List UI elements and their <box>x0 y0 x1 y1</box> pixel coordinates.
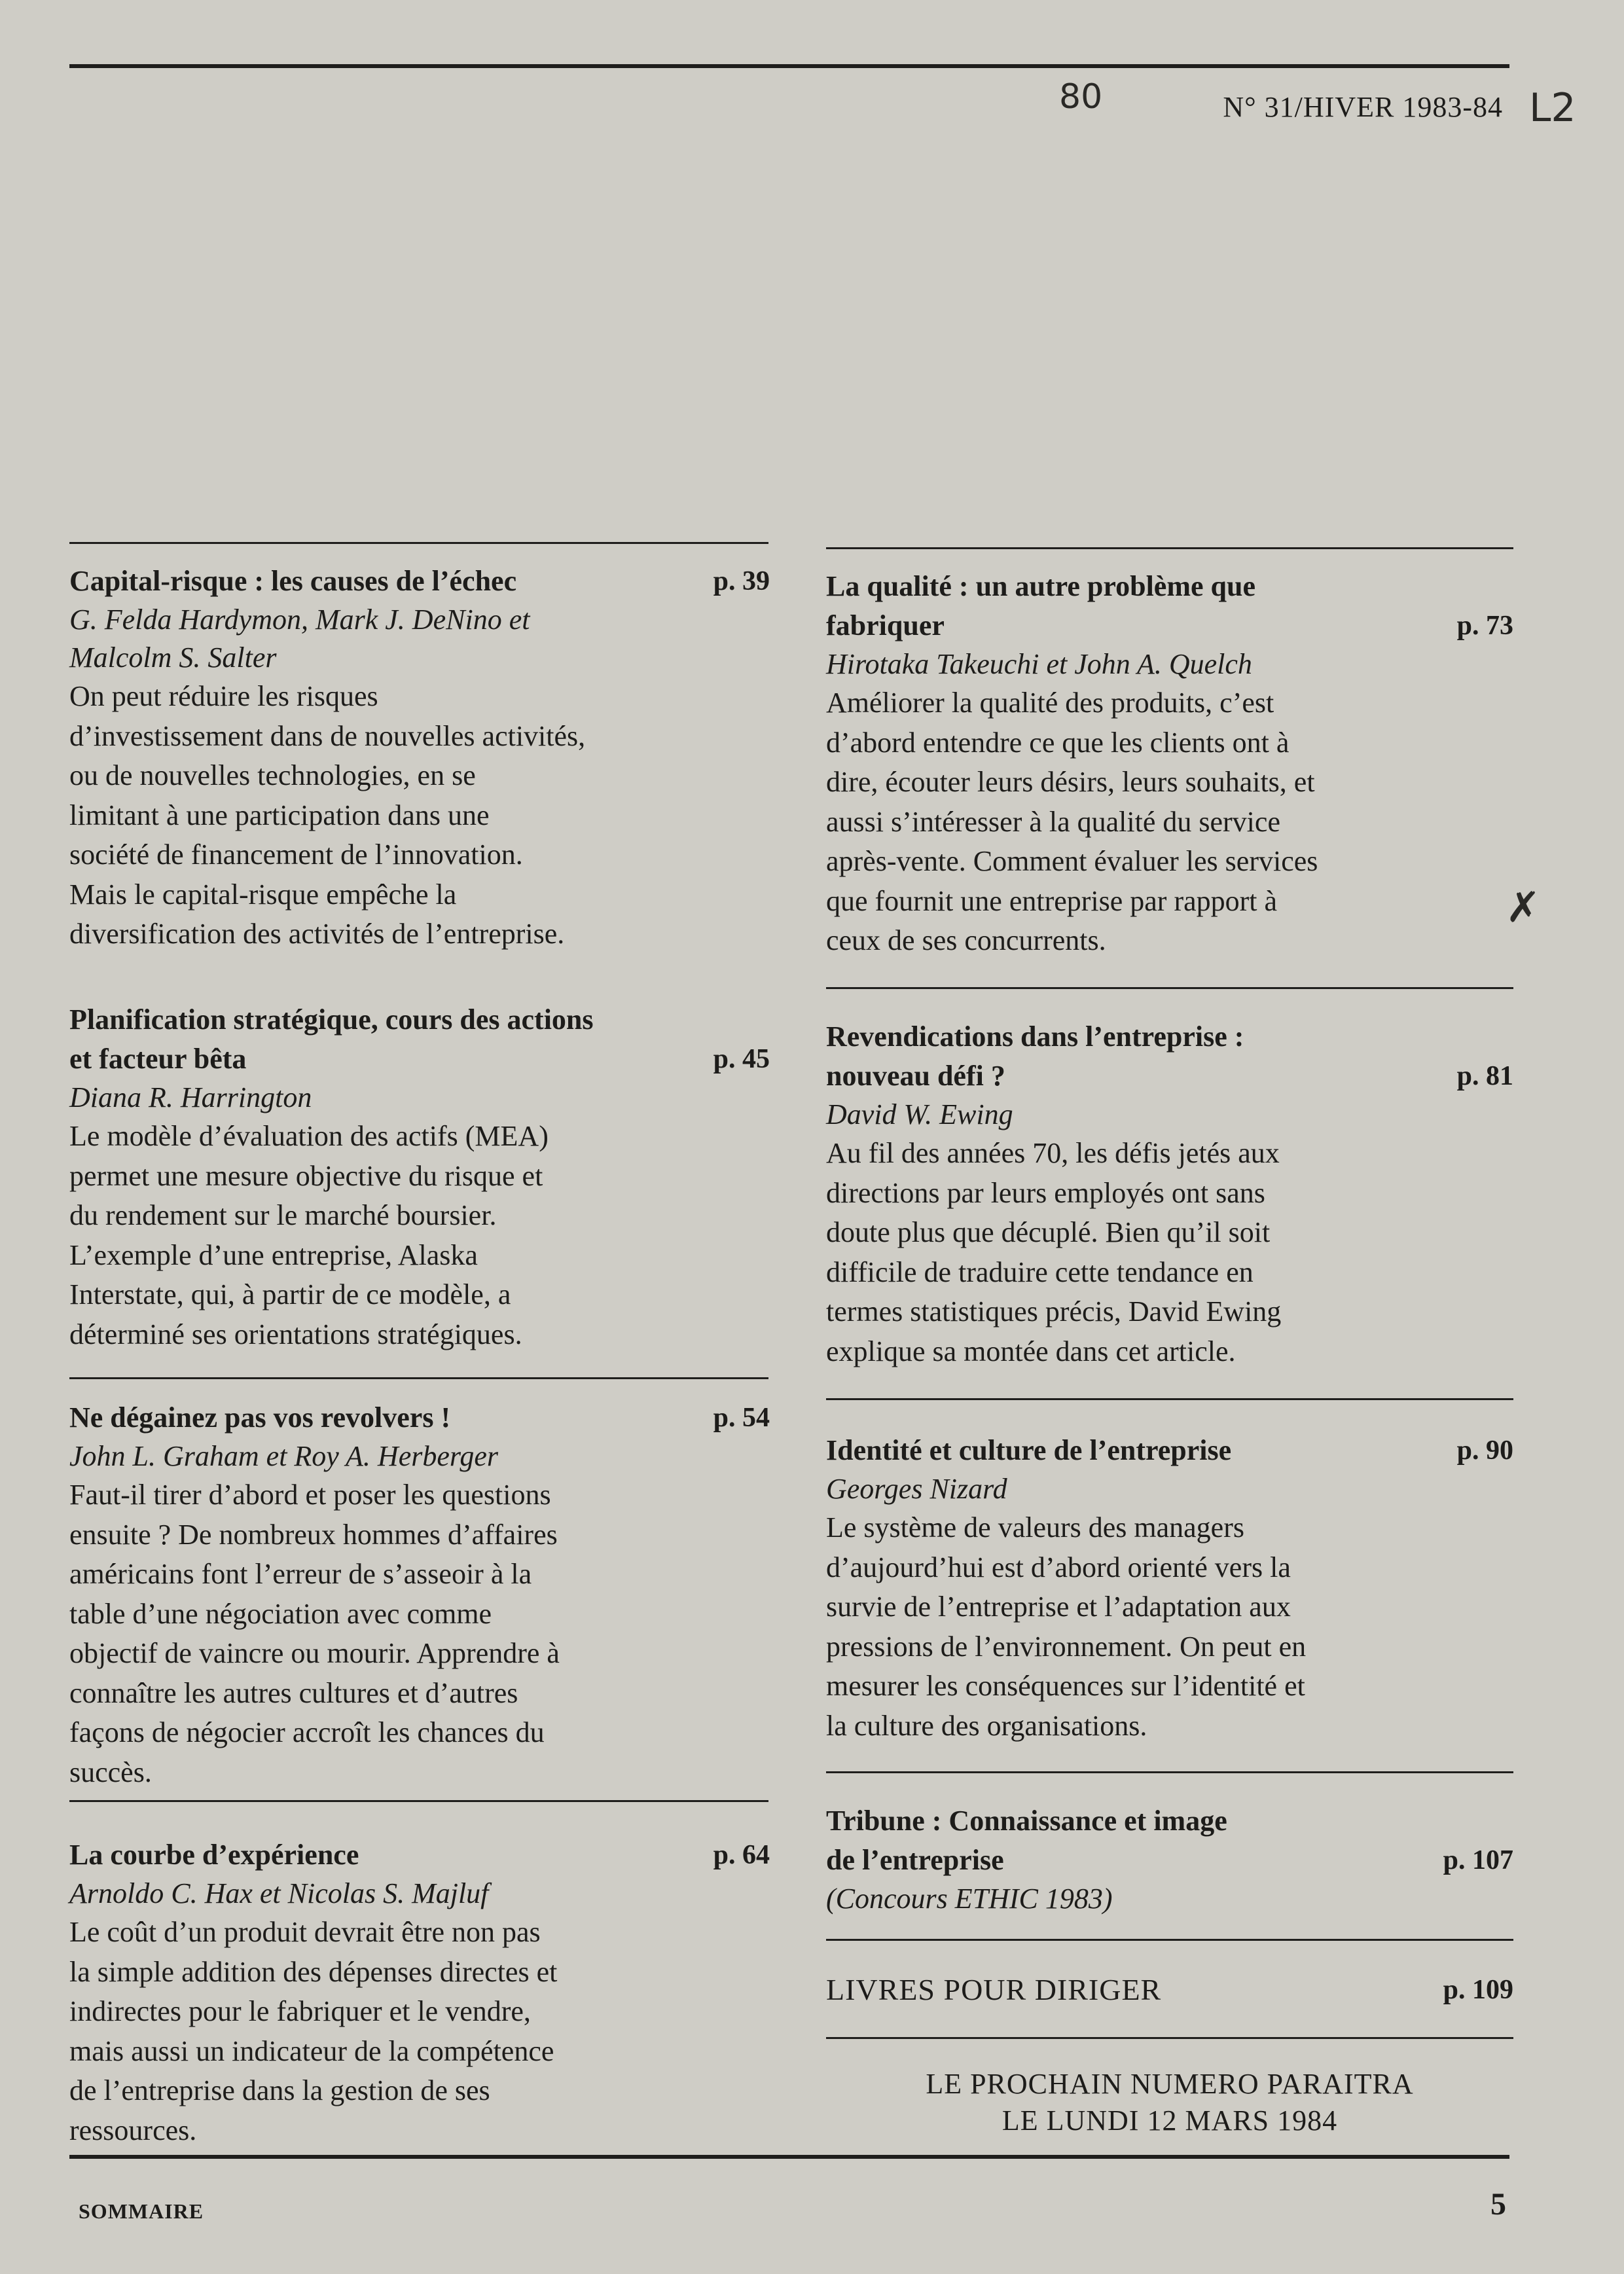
article-qualite[interactable] <box>826 567 1513 961</box>
article-summary-line: que fournit une entreprise par rapport à <box>826 884 1278 917</box>
article-title: Ne dégainez pas vos revolvers ! <box>69 1401 451 1434</box>
article-title: Revendications dans l’entreprise : <box>826 1020 1244 1053</box>
article-authors: G. Felda Hardymon, Mark J. DeNino et <box>69 604 530 636</box>
article-summary-line: après-vente. Comment évaluer les services <box>826 845 1318 877</box>
article-summary-line: table d’une négociation avec comme <box>69 1597 492 1630</box>
article-title: nouveau défi ? <box>826 1060 1005 1092</box>
article-summary-line: la culture des organisations. <box>826 1709 1147 1742</box>
article-summary-line: L’exemple d’une entreprise, Alaska <box>69 1238 478 1271</box>
article-summary-line: objectif de vaincre ou mourir. Apprendre à <box>69 1637 560 1669</box>
article-summary-line: déterminé ses orientations stratégiques. <box>69 1318 522 1350</box>
article-capital-risque[interactable] <box>69 562 770 954</box>
article-summary-line: permet une mesure objective du risque et <box>69 1159 543 1192</box>
article-page-ref: p. 73 <box>1456 611 1513 641</box>
article-summary-line: Le modèle d’évaluation des actifs (MEA) <box>69 1120 549 1152</box>
article-summary-line: d’aujourd’hui est d’abord orienté vers la <box>826 1551 1291 1583</box>
article-summary-line: directions par leurs employés ont sans <box>826 1176 1265 1209</box>
article-summary-line: aussi s’intéresser à la qualité du service <box>826 805 1280 838</box>
article-summary-line: Interstate, qui, à partir de ce modèle, a <box>69 1278 511 1310</box>
article-authors: Malcolm S. Salter <box>69 641 277 674</box>
article-identite-culture[interactable] <box>826 1431 1513 1746</box>
article-summary-line: On peut réduire les risques <box>69 680 378 712</box>
article-summary-line: ceux de ses concurrents. <box>826 924 1106 956</box>
article-summary-line: façons de négocier accroît les chances du <box>69 1716 545 1748</box>
article-authors: Diana R. Harrington <box>69 1081 312 1113</box>
article-summary-line: du rendement sur le marché boursier. <box>69 1199 497 1231</box>
article-page-ref: p. 45 <box>713 1044 770 1074</box>
article-authors: (Concours ETHIC 1983) <box>826 1883 1113 1915</box>
handwritten-note-left: 80 <box>1059 77 1103 117</box>
article-title: Tribune : Connaissance et image <box>826 1805 1227 1837</box>
article-summary-line: survie de l’entreprise et l’adaptation aux <box>826 1591 1291 1623</box>
article-divider <box>826 1771 1513 1773</box>
article-summary-line: Le coût d’un produit devrait être non pas <box>69 1916 541 1948</box>
section-title: LIVRES POUR DIRIGER <box>826 1973 1162 2006</box>
article-summary-line: Améliorer la qualité des produits, c’est <box>826 687 1274 719</box>
article-summary-line: difficile de traduire cette tendance en <box>826 1255 1254 1288</box>
article-authors: John L. Graham et Roy A. Herberger <box>69 1440 499 1472</box>
article-summary-line: termes statistiques précis, David Ewing <box>826 1295 1282 1327</box>
bottom-rule <box>69 2155 1509 2159</box>
article-authors: Arnoldo C. Hax et Nicolas S. Majluf <box>69 1877 489 1909</box>
article-summary-line: d’investissement dans de nouvelles activités, <box>69 719 586 752</box>
article-authors: David W. Ewing <box>826 1098 1013 1130</box>
next-issue-notice <box>826 2066 1513 2139</box>
article-summary-line: indirectes pour le fabriquer et le vendre, <box>69 1995 531 2027</box>
article-divider <box>826 1398 1513 1400</box>
article-divider <box>69 1377 768 1379</box>
section-page-ref: p. 109 <box>1443 1975 1513 2005</box>
handwritten-checkmark: ✗ <box>1506 884 1541 932</box>
article-summary-line: Le système de valeurs des managers <box>826 1511 1244 1543</box>
article-page-ref: p. 107 <box>1443 1845 1513 1875</box>
article-summary-line: limitant à une participation dans une <box>69 799 490 831</box>
article-summary-line: Mais le capital-risque empêche la <box>69 878 457 911</box>
article-summary-line: mais aussi un indicateur de la compétence <box>69 2034 554 2067</box>
article-title: Identité et culture de l’entreprise <box>826 1434 1232 1466</box>
article-summary-line: de l’entreprise dans la gestion de ses <box>69 2074 490 2106</box>
section-livres-pour-diriger[interactable] <box>826 1970 1513 2010</box>
issue-label: N° 31/HIVER 1983-84 <box>1223 91 1503 123</box>
article-title: Planification stratégique, cours des actions <box>69 1003 594 1036</box>
next-issue-line: LE LUNDI 12 MARS 1984 <box>1001 2104 1338 2137</box>
article-title: Capital-risque : les causes de l’échec <box>69 565 517 597</box>
article-summary-line: la simple addition des dépenses directes et <box>69 1955 558 1988</box>
article-divider <box>69 1800 768 1802</box>
article-authors: Hirotaka Takeuchi et John A. Quelch <box>826 648 1252 680</box>
article-summary-line: Au fil des années 70, les défis jetés aux <box>826 1137 1280 1169</box>
article-title: et facteur bêta <box>69 1043 247 1075</box>
next-issue-line: LE PROCHAIN NUMERO PARAITRA <box>926 2068 1414 2100</box>
right-column-top-rule <box>826 547 1513 549</box>
article-ne-degainez-pas[interactable] <box>69 1398 770 1792</box>
article-title: La qualité : un autre problème que <box>826 570 1255 602</box>
article-page-ref: p. 81 <box>1456 1061 1513 1091</box>
article-summary-line: société de financement de l’innovation. <box>69 839 523 871</box>
article-revendications[interactable] <box>826 1017 1513 1371</box>
article-page-ref: p. 54 <box>713 1403 770 1433</box>
article-summary-line: ressources. <box>69 2114 197 2146</box>
article-divider <box>826 1939 1513 1941</box>
handwritten-note-right: L2 <box>1529 85 1576 131</box>
article-title: fabriquer <box>826 609 945 641</box>
footer-section-label: SOMMAIRE <box>79 2199 204 2223</box>
page-number: 5 <box>1490 2187 1506 2222</box>
article-summary-line: explique sa montée dans cet article. <box>826 1335 1236 1367</box>
article-page-ref: p. 64 <box>713 1840 770 1870</box>
article-divider <box>826 987 1513 989</box>
article-summary-line: dire, écouter leurs désirs, leurs souhaits, et <box>826 766 1315 798</box>
article-planification-strategique[interactable] <box>69 1000 770 1354</box>
article-divider <box>826 2037 1513 2039</box>
article-summary-line: diversification des activités de l’entreprise. <box>69 918 565 950</box>
article-page-ref: p. 39 <box>713 566 770 596</box>
article-summary-line: succès. <box>69 1756 152 1788</box>
article-summary-line: doute plus que décuplé. Bien qu’il soit <box>826 1216 1271 1248</box>
top-rule <box>69 64 1509 68</box>
article-title: La courbe d’expérience <box>69 1839 359 1871</box>
article-summary-line: connaître les autres cultures et d’autres <box>69 1676 518 1709</box>
article-summary-line: ou de nouvelles technologies, en se <box>69 759 476 791</box>
article-summary-line: mesurer les conséquences sur l’identité et <box>826 1670 1305 1702</box>
article-summary-line: Faut-il tirer d’abord et poser les questions <box>69 1479 551 1511</box>
article-title: de l’entreprise <box>826 1844 1004 1876</box>
article-summary-line: américains font l’erreur de s’asseoir à la <box>69 1558 532 1590</box>
article-summary-line: ensuite ? De nombreux hommes d’affaires <box>69 1518 558 1551</box>
article-tribune[interactable] <box>826 1801 1513 1918</box>
article-authors: Georges Nizard <box>826 1473 1007 1505</box>
article-courbe-experience[interactable] <box>69 1835 770 2150</box>
article-summary-line: d’abord entendre ce que les clients ont à <box>826 726 1290 759</box>
article-summary-line: pressions de l’environnement. On peut en <box>826 1630 1307 1663</box>
left-column-top-rule <box>69 542 768 544</box>
article-page-ref: p. 90 <box>1456 1435 1513 1466</box>
